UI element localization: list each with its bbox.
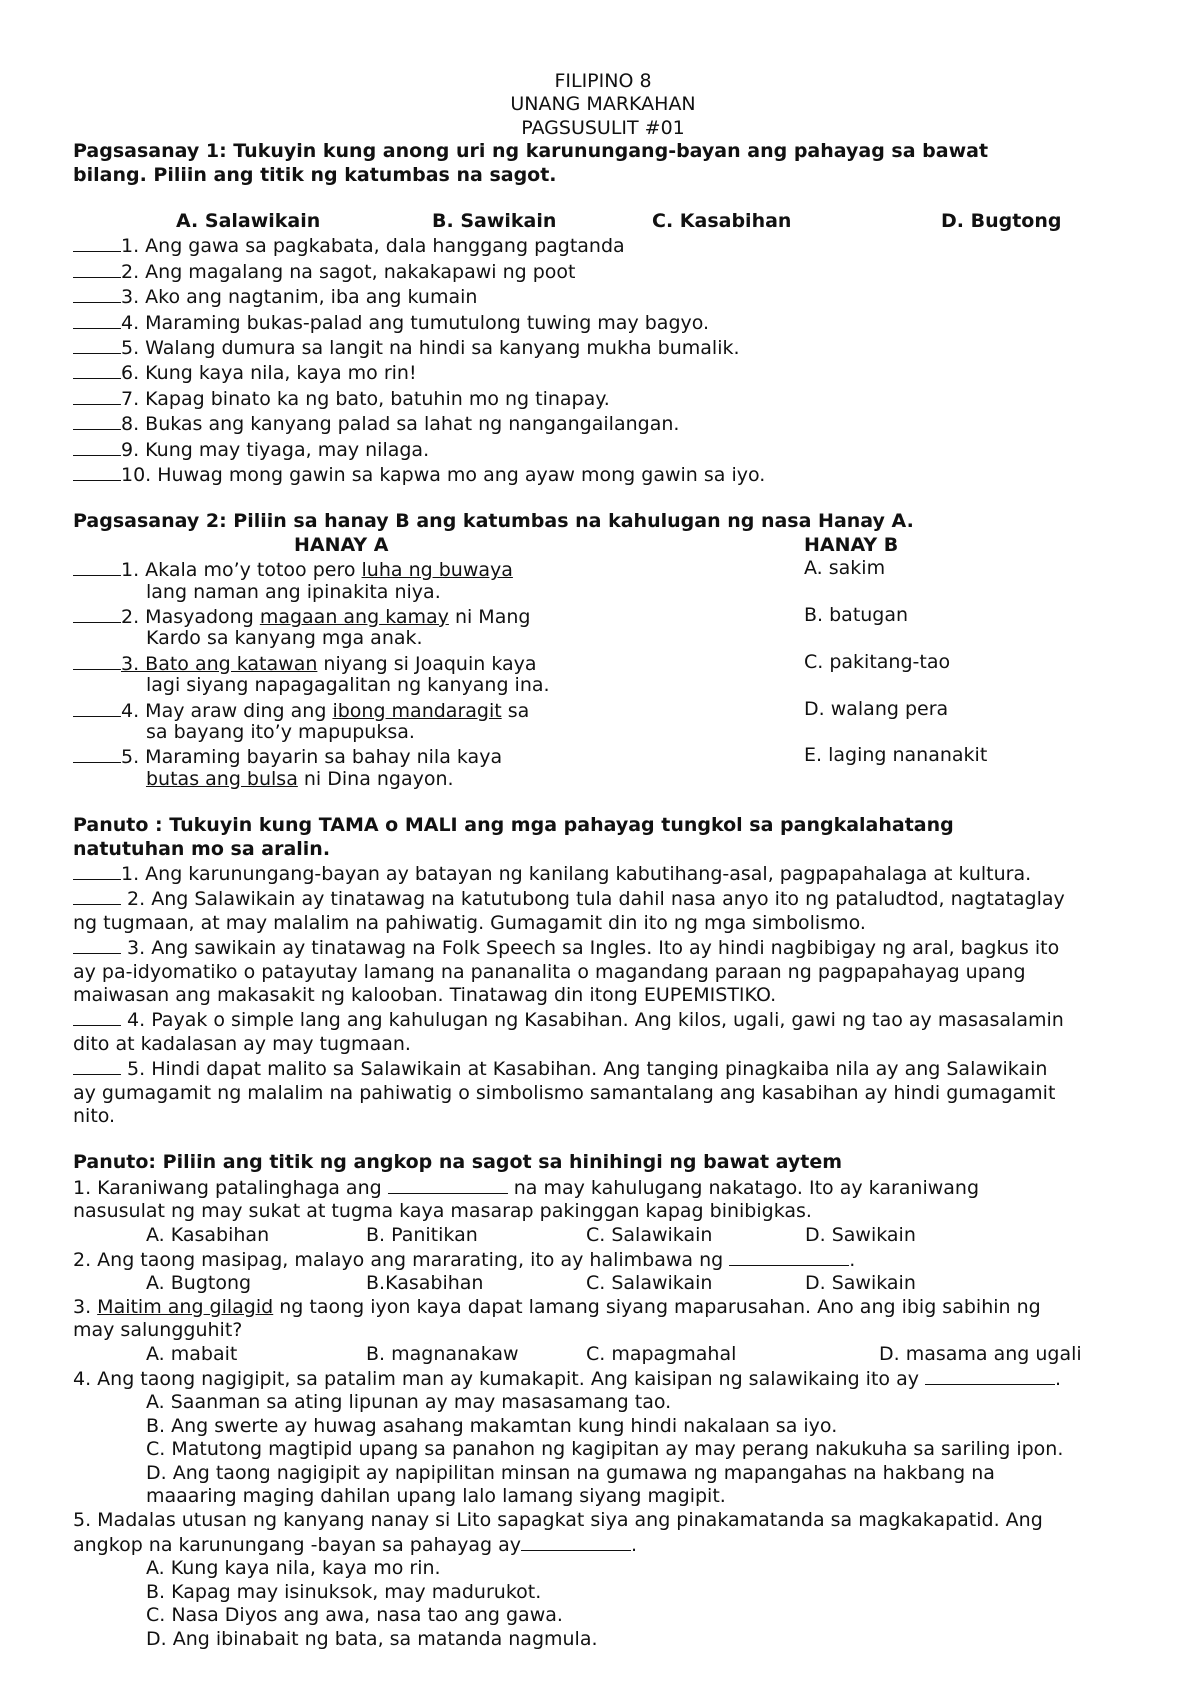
hanay-row: 5. Maraming bayarin sa bahay nila kaya E. laging nananakit butas ang bulsa ni Dina ngayon. <box>73 744 1133 791</box>
option[interactable]: B. Ang swerte ay huwag asahang makamtan kung hindi nakalaan sa iyo. <box>146 1414 838 1437</box>
part3-instruction: Panuto : Tukuyin kung TAMA o MALI ang mga pahayag tungkol sa pangkalahatang <box>73 814 954 837</box>
option[interactable]: D. Sawikain <box>805 1272 916 1295</box>
answer-blank[interactable] <box>73 886 121 905</box>
list-item: 6. Kung kaya nila, kaya mo rin! <box>73 360 1133 385</box>
part2-instruction: Pagsasanay 2: Piliin sa hanay B ang katumbas na kahulugan ng nasa Hanay A. <box>73 510 914 533</box>
option[interactable]: C. Nasa Diyos ang awa, nasa tao ang gawa. <box>146 1604 563 1627</box>
answer-blank[interactable] <box>73 360 121 379</box>
hanay-row: 3. Bato ang katawan niyang si Joaquin kaya C. pakitang-tao lagi siyang napagagalitan ng kanyang ina. <box>73 651 1133 698</box>
option-cont: maaaring maging dahilan upang lalo lamang siyang magipit. <box>146 1485 726 1508</box>
part3-instruction-cont: natutuhan mo sa aralin. <box>73 837 331 860</box>
options-row <box>73 1343 1133 1366</box>
choice-c: C. Kasabihan <box>652 210 792 233</box>
quiz-title: PAGSUSULIT #01 <box>521 116 685 139</box>
option[interactable]: B. magnanakaw <box>366 1342 519 1365</box>
hanay-b-option: C. pakitang-tao <box>804 650 951 673</box>
hanay-b-header: HANAY B <box>804 533 899 556</box>
choice-b: B. Sawikain <box>432 210 557 233</box>
list-item: 7. Kapag binato ka ng bato, batuhin mo ng tinapay. <box>73 386 1133 411</box>
answer-blank[interactable] <box>73 744 121 763</box>
question-1: 1. Karaniwang patalinghaga ang na may kahulugang nakatago. Ito ay karaniwang nasusulat ng may sukat at tugma kaya masarap pakinggan kapag binibigkas. A. Kasabihan B. Panitikan C. Salawikain D. Sawikain <box>73 1175 1133 1247</box>
list-item: 1. Ang karunungang-bayan ay batayan ng kanilang kabutihang-asal, pagpapahalaga at kultura. <box>73 861 1133 886</box>
part3-items: 1. Ang karunungang-bayan ay batayan ng kanilang kabutihang-asal, pagpapahalaga at kultura. 2. Ang Salawikain ay tinatawag na katutubong tula dahil nasa anyo ito ng pataludtod, nagtataglay ng tugmaan, at may malalim na pahiwatig. Gumagamit din ito ng mga simbolismo. 3. Ang sawikain ay tinatawag na Folk Speech sa Ingles. Ito ay hindi nagbibigay ng aral, bagkus ito ay pa-idyomatiko o patayutay lamang na pananalita o magandang paraan ng pagpapahayag upang maiwasan ang makasakit ng kalooban. Tinatawag din itong EUPEMISTIKO. 4. Payak o simple lang ang kahulugan ng Kasabihan. Ang kilos, ugali, gawi ng tao ay masasalamin dito at kadalasan ay may tugmaan. 5. Hindi dapat malito sa Salawikain at Kasabihan. Ang tanging pinagkaiba nila ay ang Salawikain ay gumagamit ng malalim na pahiwatig o simbolismo samantalang ang kasabihan ay hindi gumagamit nito. <box>73 861 1133 1128</box>
hanay-b-option: A. sakim <box>804 557 886 580</box>
option[interactable]: A. Bugtong <box>146 1272 252 1295</box>
part1-instruction: Pagsasanay 1: Tukuyin kung anong uri ng karunungang-bayan ang pahayag sa bawat <box>73 140 989 163</box>
subject-title: FILIPINO 8 <box>554 70 652 92</box>
part4-instruction: Panuto: Piliin ang titik ng angkop na sagot sa hinihingi ng bawat aytem <box>73 1151 843 1174</box>
hanay-b-option: B. batugan <box>804 604 909 627</box>
option[interactable]: A. mabait <box>146 1342 238 1365</box>
question-3: 3. Maitim ang gilagid ng taong iyon kaya dapat lamang siyang maparusahan. Ano ang ibig sabihin ng may salungguhit? A. mabait B. magnanakaw C. mapagmahal D. masama ang ugali <box>73 1296 1133 1366</box>
answer-blank[interactable] <box>73 1056 121 1075</box>
option[interactable]: B.Kasabihan <box>366 1272 484 1295</box>
list-item: 4. Maraming bukas-palad ang tumutulong tuwing may bagyo. <box>73 310 1133 335</box>
answer-blank[interactable] <box>73 604 121 623</box>
answer-blank[interactable] <box>73 861 121 880</box>
answer-blank[interactable] <box>73 335 121 354</box>
option[interactable]: D. masama ang ugali <box>879 1342 1082 1365</box>
answer-blank[interactable] <box>729 1247 849 1266</box>
option[interactable]: C. Salawikain <box>586 1223 713 1246</box>
question-5: 5. Madalas utusan ng kanyang nanay si Lito sapagkat siya ang pinakamatanda sa magkakapatid. Ang angkop na karunungang -bayan sa pahayag ay . A. Kung kaya nila, kaya mo rin. B. Kapag may isinuksok, may madurukot. C. Nasa Diyos ang awa, nasa tao ang gawa. D. Ang ibinabait ng bata, sa matanda nagmula. <box>73 1509 1133 1651</box>
option[interactable]: A. Kasabihan <box>146 1223 270 1246</box>
choice-a: A. Salawikain <box>176 210 321 233</box>
option[interactable]: D. Ang ibinabait ng bata, sa matanda nagmula. <box>146 1627 598 1650</box>
hanay-headers <box>73 534 1133 557</box>
hanay-row: 2. Masyadong magaan ang kamay ni Mang B. batugan Kardo sa kanyang mga anak. <box>73 604 1133 651</box>
list-item: 1. Ang gawa sa pagkabata, dala hanggang pagtanda <box>73 233 1133 258</box>
option[interactable]: A. Kung kaya nila, kaya mo rin. <box>146 1557 441 1580</box>
list-item: 8. Bukas ang kanyang palad sa lahat ng nangangailangan. <box>73 411 1133 436</box>
answer-blank[interactable] <box>73 1007 121 1026</box>
option[interactable]: B. Kapag may isinuksok, may madurukot. <box>146 1580 542 1603</box>
answer-blank[interactable] <box>73 698 121 717</box>
answer-blank[interactable] <box>73 259 121 278</box>
answer-blank[interactable] <box>73 557 121 576</box>
answer-blank[interactable] <box>73 935 121 954</box>
list-item: 2. Ang magalang na sagot, nakakapawi ng poot <box>73 259 1133 284</box>
option[interactable]: D. Sawikain <box>805 1223 916 1246</box>
option[interactable]: B. Panitikan <box>366 1223 478 1246</box>
hanay-b-option: E. laging nananakit <box>804 744 988 767</box>
list-item: 5. Walang dumura sa langit na hindi sa kanyang mukha bumalik. <box>73 335 1133 360</box>
hanay-b-option: D. walang pera <box>804 697 949 720</box>
hanay-row: 1. Akala mo’y totoo pero luha ng buwaya A. sakim lang naman ang ipinakita niya. <box>73 557 1133 604</box>
answer-blank[interactable] <box>388 1175 508 1194</box>
list-item: 9. Kung may tiyaga, may nilaga. <box>73 437 1133 462</box>
option[interactable]: C. Matutong magtipid upang sa panahon ng kagipitan ay may perang nakukuha sa sariling ipon. <box>146 1438 1064 1461</box>
option[interactable]: A. Saanman sa ating lipunan ay may masasamang tao. <box>146 1391 672 1414</box>
option[interactable]: C. mapagmahal <box>586 1342 737 1365</box>
hanay-a-header: HANAY A <box>294 533 389 556</box>
answer-blank[interactable] <box>925 1366 1055 1385</box>
list-item: 10. Huwag mong gawin sa kapwa mo ang ayaw mong gawin sa iyo. <box>73 462 1133 487</box>
list-item: 4. Payak o simple lang ang kahulugan ng Kasabihan. Ang kilos, ugali, gawi ng tao ay masasalamin <box>73 1007 1133 1032</box>
answer-blank[interactable] <box>73 411 121 430</box>
answer-blank[interactable] <box>73 462 121 481</box>
answer-blank[interactable] <box>73 437 121 456</box>
option[interactable]: D. Ang taong nagigipit ay napipilitan minsan na gumawa ng mapangahas na hakbang na <box>146 1461 995 1484</box>
question-4: 4. Ang taong nagigipit, sa patalim man ay kumakapit. Ang kaisipan ng salawikaing ito ay . A. Saanman sa ating lipunan ay may masasamang tao. B. Ang swerte ay huwag asahang makamtan kung hindi nakalaan sa iyo. C. Matutong magtipid upang sa panahon ng kagipitan ay may perang nakukuha sa sariling ipon. D. Ang taong nagigipit ay napipilitan minsan na gumawa ng mapangahas na hakbang na maaaring maging dahilan upang lalo lamang siyang magipit. <box>73 1366 1133 1508</box>
options-row <box>73 1272 1133 1295</box>
list-item: 2. Ang Salawikain ay tinatawag na katutubong tula dahil nasa anyo ito ng pataludtod, nagtataglay <box>73 886 1133 911</box>
list-item: 3. Ang sawikain ay tinatawag na Folk Speech sa Ingles. Ito ay hindi nagbibigay ng aral, bagkus ito <box>73 935 1133 960</box>
answer-blank[interactable] <box>73 284 121 303</box>
quarter-title: UNANG MARKAHAN <box>510 93 696 116</box>
part1-items <box>73 233 1133 487</box>
hanay-row: 4. May araw ding ang ibong mandaragit sa D. walang pera sa bayang ito’y mapupuksa. <box>73 698 1133 745</box>
choice-d: D. Bugtong <box>941 210 1062 233</box>
option[interactable]: C. Salawikain <box>586 1272 713 1295</box>
question-2: 2. Ang taong masipag, malayo ang mararating, ito ay halimbawa ng . A. Bugtong B.Kasabihan C. Salawikain D. Sawikain <box>73 1247 1133 1296</box>
answer-blank[interactable] <box>73 386 121 405</box>
part1-choices <box>73 210 1133 233</box>
answer-blank[interactable] <box>73 310 121 329</box>
list-item: 5. Hindi dapat malito sa Salawikain at Kasabihan. Ang tanging pinagkaiba nila ay ang Salawikain <box>73 1056 1133 1081</box>
answer-blank[interactable] <box>521 1532 631 1551</box>
answer-blank[interactable] <box>73 233 121 252</box>
list-item: 3. Ako ang nagtanim, iba ang kumain <box>73 284 1133 309</box>
options-row <box>73 1224 1133 1247</box>
worksheet-page <box>73 70 1133 1651</box>
part1-instruction-cont: bilang. Piliin ang titik ng katumbas na sagot. <box>73 163 557 186</box>
answer-blank[interactable] <box>73 651 121 670</box>
